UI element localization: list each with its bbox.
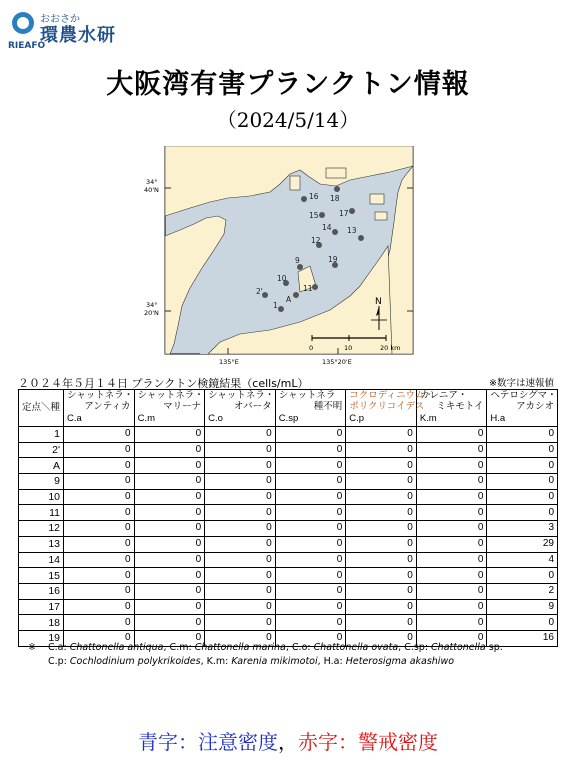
value-cell: 0 [346, 458, 417, 474]
value-cell: 0 [205, 599, 276, 615]
value-cell: 0 [205, 474, 276, 490]
species-footnote [28, 641, 503, 669]
value-cell: 0 [346, 568, 417, 584]
station-cell: 19 [19, 630, 64, 646]
svg-text:40'N: 40'N [144, 186, 159, 194]
svg-text:0: 0 [309, 344, 314, 352]
value-cell: 0 [346, 583, 417, 599]
station-cell: 17 [19, 599, 64, 615]
value-cell: 0 [416, 427, 487, 443]
value-cell: 0 [64, 474, 135, 490]
value-cell: 0 [416, 583, 487, 599]
value-cell: 0 [275, 489, 346, 505]
header-co: シャットネラ・ オバータ C.o [205, 390, 276, 427]
value-cell: 0 [275, 427, 346, 443]
page-title: 大阪湾有害プランクトン情報 [106, 69, 470, 100]
svg-text:11: 11 [303, 284, 313, 293]
footnote-species-name: Chattonella ovata [313, 642, 399, 653]
value-cell: 0 [205, 536, 276, 552]
value-cell: 0 [346, 442, 417, 458]
header-ha: ヘテロシグマ・ アカシオ H.a [487, 390, 558, 427]
logo-subtitle: おおさか [40, 14, 80, 25]
value-cell: 2 [487, 583, 558, 599]
value-cell: 0 [416, 615, 487, 631]
value-cell: 0 [64, 630, 135, 646]
value-cell: 0 [346, 489, 417, 505]
value-cell: 0 [64, 521, 135, 537]
value-cell: 0 [416, 474, 487, 490]
table-row [19, 615, 558, 631]
table-row [19, 583, 558, 599]
footnote-species-name: Chattonella [431, 642, 486, 653]
value-cell: 0 [205, 427, 276, 443]
value-cell: 0 [134, 568, 205, 584]
svg-text:13: 13 [347, 226, 357, 235]
station-16 [301, 196, 307, 202]
value-cell: 0 [346, 536, 417, 552]
value-cell: 0 [205, 442, 276, 458]
lat-label-bottom: 34° [146, 301, 158, 309]
svg-text:10: 10 [344, 344, 353, 352]
footnote-abbr: , C.m: [163, 642, 195, 653]
station-cell: 1 [19, 427, 64, 443]
footnote-species-name: Karenia mikimotoi [231, 656, 318, 667]
station-11 [312, 284, 318, 290]
header-csp: シャットネラ 種不明 C.sp [275, 390, 346, 427]
table-row [19, 521, 558, 537]
footnote-abbr: sp. [485, 642, 503, 653]
value-cell: 4 [487, 552, 558, 568]
svg-text:N: N [375, 297, 382, 307]
value-cell: 0 [205, 583, 276, 599]
value-cell: 0 [275, 630, 346, 646]
value-cell: 0 [487, 427, 558, 443]
footnote-species-name: Chattonella marina [194, 642, 286, 653]
value-cell: 9 [487, 599, 558, 615]
plankton-table [18, 389, 558, 647]
header-cm: シャットネラ・ マリーナ C.m [134, 390, 205, 427]
header-cp: コクロディニウム・ ポリクリコイデス C.p [346, 390, 417, 427]
legend-caution: 青字：注意密度 [138, 730, 278, 754]
value-cell: 0 [205, 552, 276, 568]
svg-text:16: 16 [309, 192, 319, 201]
table-row [19, 489, 558, 505]
value-cell: 3 [487, 521, 558, 537]
value-cell: 0 [134, 474, 205, 490]
value-cell: 0 [275, 568, 346, 584]
table-row [19, 505, 558, 521]
value-cell: 0 [134, 615, 205, 631]
footnote-abbr: C.p: [48, 656, 70, 667]
station-cell: 12 [19, 521, 64, 537]
station-cell: 16 [19, 583, 64, 599]
value-cell: 0 [346, 599, 417, 615]
table-row [19, 536, 558, 552]
station-cell: 10 [19, 489, 64, 505]
value-cell: 0 [346, 630, 417, 646]
legend-separator: ， [278, 730, 298, 754]
table-header-row [19, 390, 558, 427]
value-cell: 0 [416, 521, 487, 537]
value-cell: 0 [134, 489, 205, 505]
station-cell: 18 [19, 615, 64, 631]
value-cell: 0 [416, 442, 487, 458]
station-cell: 15 [19, 568, 64, 584]
value-cell: 16 [487, 630, 558, 646]
value-cell: 0 [487, 458, 558, 474]
svg-text:18: 18 [330, 194, 340, 203]
svg-text:A: A [286, 295, 292, 304]
value-cell: 0 [275, 583, 346, 599]
value-cell: 0 [487, 615, 558, 631]
value-cell: 0 [134, 536, 205, 552]
value-cell: 0 [487, 442, 558, 458]
value-cell: 0 [275, 458, 346, 474]
value-cell: 0 [134, 521, 205, 537]
footnote-species-name: Heterosigma akashiwo [345, 656, 455, 667]
value-cell: 0 [64, 615, 135, 631]
value-cell: 0 [275, 505, 346, 521]
value-cell: 0 [416, 552, 487, 568]
station-A [293, 292, 299, 298]
value-cell: 0 [205, 630, 276, 646]
value-cell: 0 [205, 615, 276, 631]
value-cell: 0 [64, 599, 135, 615]
report-date: （2024/5/14） [216, 108, 360, 132]
value-cell: 0 [134, 458, 205, 474]
value-cell: 0 [64, 458, 135, 474]
station-14 [332, 229, 338, 235]
svg-text:19: 19 [328, 255, 338, 264]
station-13 [358, 235, 364, 241]
value-cell: 0 [416, 458, 487, 474]
svg-text:20 km: 20 km [380, 344, 401, 352]
station-cell: 9 [19, 474, 64, 490]
station-cell: 13 [19, 536, 64, 552]
footnote-line-1 [48, 641, 503, 655]
value-cell: 0 [346, 474, 417, 490]
table-row [19, 599, 558, 615]
value-cell: 0 [134, 583, 205, 599]
value-cell: 0 [275, 442, 346, 458]
svg-text:12: 12 [311, 236, 321, 245]
logo-abbr: RIEAFO [8, 41, 46, 51]
density-legend [0, 726, 576, 755]
station-17 [349, 208, 355, 214]
value-cell: 0 [275, 521, 346, 537]
value-cell: 0 [64, 427, 135, 443]
svg-text:20'N: 20'N [144, 309, 159, 317]
station-1 [278, 306, 284, 312]
table-row [19, 568, 558, 584]
value-cell: 0 [275, 536, 346, 552]
station-18 [334, 186, 340, 192]
value-cell: 0 [346, 505, 417, 521]
value-cell: 29 [487, 536, 558, 552]
lon-label-right: 135°20'E [322, 358, 352, 366]
svg-text:2': 2' [256, 287, 263, 296]
value-cell: 0 [64, 583, 135, 599]
value-cell: 0 [205, 521, 276, 537]
value-cell: 0 [205, 568, 276, 584]
value-cell: 0 [346, 552, 417, 568]
station-cell: 14 [19, 552, 64, 568]
header-ca: シャットネラ・ アンティカ C.a [64, 390, 135, 427]
value-cell: 0 [64, 568, 135, 584]
logo [8, 8, 128, 52]
svg-text:15: 15 [309, 211, 319, 220]
footnote-mark: ※ [28, 642, 36, 653]
station-15 [319, 212, 325, 218]
value-cell: 0 [275, 552, 346, 568]
value-cell: 0 [134, 599, 205, 615]
value-cell: 0 [487, 474, 558, 490]
table-row [19, 458, 558, 474]
value-cell: 0 [275, 599, 346, 615]
value-cell: 0 [64, 505, 135, 521]
footnote-species-name: Chattonella antiqua [69, 642, 164, 653]
corner-header: 定点＼種 [19, 390, 64, 427]
footnote-abbr: , K.m: [200, 656, 232, 667]
footnote-abbr: , H.a: [317, 656, 346, 667]
header-km: カレニア・ ミキモトイ K.m [416, 390, 487, 427]
svg-text:10: 10 [277, 274, 287, 283]
svg-text:14: 14 [322, 223, 332, 232]
value-cell: 0 [134, 427, 205, 443]
value-cell: 0 [134, 630, 205, 646]
value-cell: 0 [134, 552, 205, 568]
table-row [19, 427, 558, 443]
value-cell: 0 [416, 505, 487, 521]
preliminary-note: ※数字は速報値 [489, 378, 554, 389]
table-row [19, 442, 558, 458]
svg-text:1: 1 [273, 301, 278, 310]
value-cell: 0 [134, 442, 205, 458]
value-cell: 0 [346, 615, 417, 631]
value-cell: 0 [64, 489, 135, 505]
value-cell: 0 [487, 489, 558, 505]
value-cell: 0 [346, 427, 417, 443]
value-cell: 0 [205, 505, 276, 521]
value-cell: 0 [64, 552, 135, 568]
value-cell: 0 [416, 536, 487, 552]
logo-title: 環農水研 [40, 25, 116, 46]
svg-text:9: 9 [295, 256, 300, 265]
value-cell: 0 [205, 489, 276, 505]
station-cell: 11 [19, 505, 64, 521]
svg-text:17: 17 [339, 209, 349, 218]
value-cell: 0 [64, 536, 135, 552]
value-cell: 0 [487, 568, 558, 584]
station-2p [262, 292, 268, 298]
osaka-bay-map [140, 146, 440, 368]
logo-mark-icon [12, 12, 34, 34]
legend-warning: 赤字：警戒密度 [298, 730, 438, 754]
value-cell: 0 [64, 442, 135, 458]
value-cell: 0 [416, 630, 487, 646]
lon-label-left: 135°E [219, 358, 239, 366]
value-cell: 0 [416, 568, 487, 584]
value-cell: 0 [346, 521, 417, 537]
table-row [19, 552, 558, 568]
value-cell: 0 [275, 615, 346, 631]
value-cell: 0 [416, 489, 487, 505]
footnote-abbr: , C.o: [285, 642, 314, 653]
station-cell: A [19, 458, 64, 474]
value-cell: 0 [275, 474, 346, 490]
value-cell: 0 [205, 458, 276, 474]
lat-label-top: 34° [146, 178, 158, 186]
value-cell: 0 [487, 505, 558, 521]
value-cell: 0 [134, 505, 205, 521]
table-row [19, 474, 558, 490]
footnote-line-2 [48, 655, 503, 669]
results-caption: ２０２４年５月１４日 プランクトン検鏡結果（cells/mL） [18, 377, 309, 390]
footnote-species-name: Cochlodinium polykrikoides [69, 656, 201, 667]
value-cell: 0 [416, 599, 487, 615]
footnote-abbr: , C.sp: [398, 642, 432, 653]
station-cell: 2' [19, 442, 64, 458]
footnote-abbr: C.a: [48, 642, 70, 653]
